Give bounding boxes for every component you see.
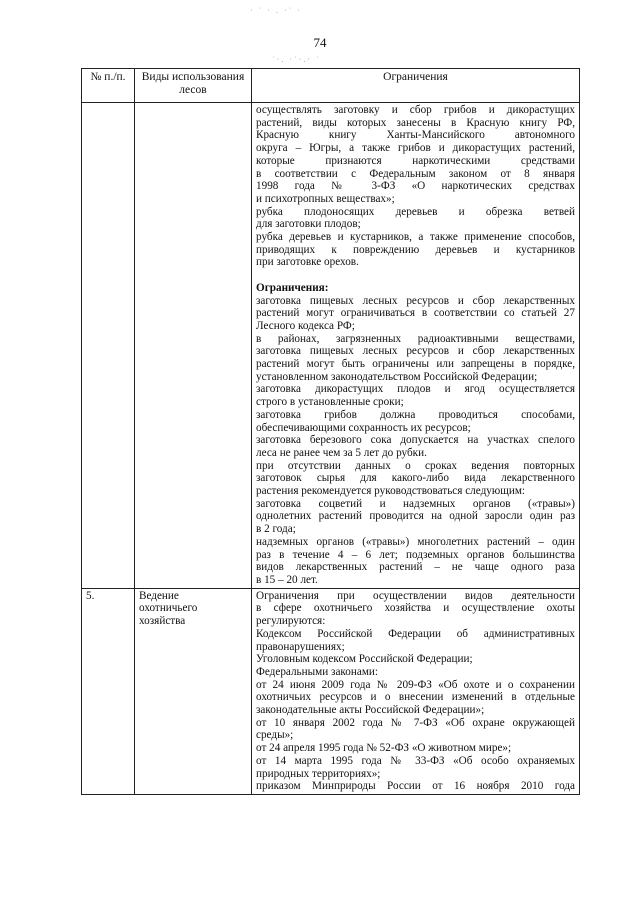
text-line: строго в установленные сроки;: [256, 396, 404, 409]
row-number-cell: 5.: [82, 588, 135, 794]
text-line: [256, 269, 575, 282]
text-line: надземных органов («травы») многолетних растений – один: [256, 535, 575, 548]
forest-use-line: охотничьего: [139, 602, 198, 615]
text-line: Кодексом Российской Федерации об административных: [256, 627, 575, 640]
scan-noise: ˙·. ·˙·.· ˙: [272, 55, 321, 64]
text-line: растений, виды которых занесены в Красную книгу РФ,: [256, 116, 575, 129]
text-line: растений могут ограничиваться в соответствии со статьей 27: [256, 307, 575, 320]
text-line: которые признаются наркотическими средствами: [256, 154, 575, 167]
text-line: Красную книгу Ханты-Мансийского автономного: [256, 129, 575, 142]
text-line: законодательные акты Российской Федерации»;: [256, 704, 485, 717]
page-number: 74: [313, 35, 327, 50]
text-line: заготовка дикорастущих плодов и ягод осуществляется: [256, 383, 575, 396]
text-line: рубка плодоносящих деревьев и обрезка ветвей: [256, 205, 575, 218]
table-row: [82, 103, 580, 589]
text-line: в соответствии с Федеральным законом от 8 января: [256, 167, 575, 180]
table-row: [82, 588, 580, 794]
text-line: от 14 марта 1995 года № 33-ФЗ «Об особо охраняемых: [256, 754, 575, 767]
text-line: от 24 апреля 1995 года № 52-ФЗ «О животном мире»;: [256, 742, 512, 755]
text-line: заготовка соцветий и надземных органов («травы»): [256, 497, 575, 510]
text-line: в 15 – 20 лет.: [256, 574, 318, 586]
text-line: регулируются:: [256, 615, 326, 628]
text-line: в сфере охотничьего хозяйства и осуществление охоты: [256, 602, 575, 615]
text-line: округа – Югры, а также грибов и дикорастущих растений,: [256, 142, 575, 155]
header-forest-use: Виды использования лесов: [135, 69, 252, 103]
header-number: № п./п.: [82, 69, 135, 103]
text-line: при отсутствии данных о сроках ведения повторных: [256, 459, 575, 472]
text-line: видов лекарственных растений – не чаще одного раза: [256, 561, 575, 574]
text-line: леса не ранее чем за 5 лет до рубки.: [256, 446, 427, 459]
text-line: правонарушениях;: [256, 640, 345, 653]
text-line: заготовка пищевых лесных ресурсов и сбор лекарственных: [256, 345, 575, 358]
header-restrictions: Ограничения: [252, 69, 580, 103]
text-line: при заготовке орехов.: [256, 256, 359, 269]
text-line: однолетних растений проводится на одной заросли один раз: [256, 510, 575, 523]
text-line: обеспечивающими сохранность их ресурсов;: [256, 421, 471, 434]
section-heading: Ограничения:: [256, 281, 329, 294]
text-line: заготовок сырья для какого-либо вида лекарственного: [256, 472, 575, 485]
text-line: заготовка березового сока допускается на участках спелого: [256, 434, 575, 447]
text-line: рубка деревьев и кустарников, а также применение способов,: [256, 231, 575, 244]
row-number-cell: [82, 103, 135, 589]
text-line: приказом Минприроды России от 16 ноября 2010 года: [256, 780, 575, 793]
restrictions-table: [81, 68, 580, 795]
forest-use-line: хозяйства: [139, 615, 186, 628]
table-header-row: [82, 69, 580, 103]
text-line: Лесного кодекса РФ;: [256, 319, 355, 332]
forest-use-cell: [135, 103, 252, 589]
text-line: Ограничения при осуществлении видов деятельности: [256, 589, 575, 602]
text-line: заготовка грибов должна проводиться способами,: [256, 408, 575, 421]
text-line: Уголовным кодексом Российской Федерации;: [256, 653, 473, 666]
text-line: растения рекомендуется руководствоваться следующим:: [256, 485, 526, 498]
text-line: 1998 года № 3-ФЗ «О наркотических средствах: [256, 180, 575, 193]
text-line: растений могут быть ограничены или запрещены в порядке,: [256, 358, 575, 371]
text-line: природных территориях»;: [256, 767, 381, 780]
text-line: и психотропных веществах»;: [256, 192, 395, 205]
restrictions-cell: [252, 103, 580, 589]
text-line: в 2 года;: [256, 523, 296, 536]
text-line: приводящих к повреждению деревьев и кустарников: [256, 243, 575, 256]
scan-noise: · ˙ · . ·˙ ·: [250, 6, 302, 15]
forest-use-cell: [135, 588, 252, 794]
text-line: в районах, загрязненных радиоактивными веществами,: [256, 332, 575, 345]
text-line: для заготовки плодов;: [256, 218, 361, 231]
text-line: установленном законодательством Российской Федерации;: [256, 370, 538, 383]
text-line: среды»;: [256, 729, 294, 742]
text-line: от 10 января 2002 года № 7-ФЗ «Об охране окружающей: [256, 716, 575, 729]
text-line: заготовка пищевых лесных ресурсов и сбор лекарственных: [256, 294, 575, 307]
text-line: осуществлять заготовку и сбор грибов и дикорастущих: [256, 104, 575, 116]
restrictions-cell: [252, 588, 580, 794]
forest-use-line: Ведение: [139, 589, 179, 602]
text-line: Федеральными законами:: [256, 665, 378, 678]
text-line: охотничьих ресурсов и о внесении изменений в отдельные: [256, 691, 575, 704]
text-line: раз в течение 4 – 6 лет; подземных органов большинства: [256, 548, 575, 561]
text-line: от 24 июня 2009 года № 209-ФЗ «Об охоте и о сохранении: [256, 678, 575, 691]
